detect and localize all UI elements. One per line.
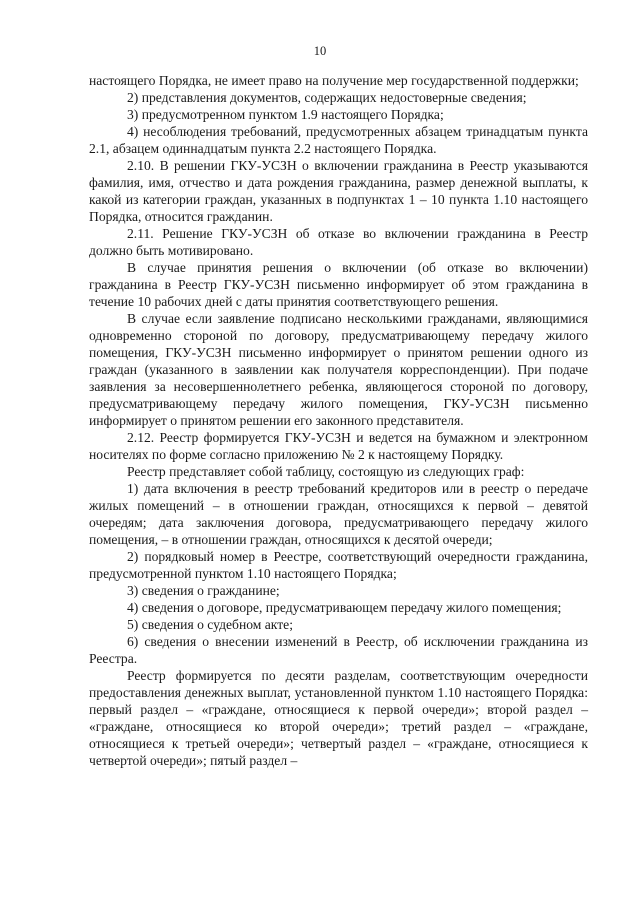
paragraph: В случае если заявление подписано несколькими гражданами, являющимися одновременно стороной по договору, предусматривающему передачу жилого помещения, ГКУ-УСЗН письменно информирует о принятом решении одного из граждан (указанного в заявлении как получателя корреспонденции). При подаче заявления за несовершеннолетнего ребенка, являющегося стороной по договору, предусматривающему передачу жилого помещения, ГКУ-УСЗН письменно информирует о принятом решении его законного представителя. bbox=[89, 311, 588, 428]
paragraph: В случае принятия решения о включении (об отказе во включении) гражданина в Реестр ГКУ-УСЗН письменно информирует об этом гражданина в течение 10 рабочих дней с даты принятия соответствующего решения. bbox=[89, 260, 588, 309]
paragraph: 3) сведения о гражданине; bbox=[127, 583, 280, 598]
paragraph: 3) предусмотренном пунктом 1.9 настоящего Порядка; bbox=[127, 107, 444, 122]
paragraph: 4) несоблюдения требований, предусмотренных абзацем тринадцатым пункта 2.1, абзацем одиннадцатым пункта 2.2 настоящего Порядка. bbox=[89, 124, 588, 156]
paragraph: 5) сведения о судебном акте; bbox=[127, 617, 293, 632]
paragraph: Реестр представляет собой таблицу, состоящую из следующих граф: bbox=[127, 464, 525, 479]
document-body bbox=[89, 72, 588, 769]
page-number: 10 bbox=[313, 44, 327, 58]
paragraph: настоящего Порядка, не имеет право на получение мер государственной поддержки; bbox=[89, 73, 579, 88]
paragraph: 2) порядковый номер в Реестре, соответствующий очередности гражданина, предусмотренной пунктом 1.10 настоящего Порядка; bbox=[89, 549, 588, 581]
paragraph: 2.12. Реестр формируется ГКУ-УСЗН и ведется на бумажном и электронном носителях по форме согласно приложению № 2 к настоящему Порядку. bbox=[89, 430, 588, 462]
paragraph: 2) представления документов, содержащих недостоверные сведения; bbox=[127, 90, 527, 105]
paragraph: 4) сведения о договоре, предусматривающем передачу жилого помещения; bbox=[127, 600, 562, 615]
paragraph: 6) сведения о внесении изменений в Реестр, об исключении гражданина из Реестра. bbox=[89, 634, 588, 666]
paragraph: Реестр формируется по десяти разделам, соответствующим очередности предоставления денежных выплат, установленной пунктом 1.10 настоящего Порядка: первый раздел – «граждане, относящиеся к первой очереди»; второй раздел – «граждане, относящиеся ко второй очереди»; третий раздел – «граждане, относящиеся к третьей очереди»; четвертый раздел – «граждане, относящиеся к четвертой очереди»; пятый раздел – bbox=[89, 668, 588, 768]
paragraph: 1) дата включения в реестр требований кредиторов или в реестр о передаче жилых помещений – в отношении граждан, относящихся к первой – девятой очередям; дата заключения договора, предусматривающего передачу жилого помещения, – в отношении граждан, относящихся к десятой очереди; bbox=[89, 481, 588, 547]
paragraph: 2.10. В решении ГКУ-УСЗН о включении гражданина в Реестр указываются фамилия, имя, отчество и дата рождения гражданина, размер денежной выплаты, к какой из категории граждан, указанных в подпунктах 1 – 10 пункта 1.10 настоящего Порядка, относится гражданин. bbox=[89, 158, 588, 224]
paragraph: 2.11. Решение ГКУ-УСЗН об отказе во включении гражданина в Реестр должно быть мотивировано. bbox=[89, 226, 588, 258]
